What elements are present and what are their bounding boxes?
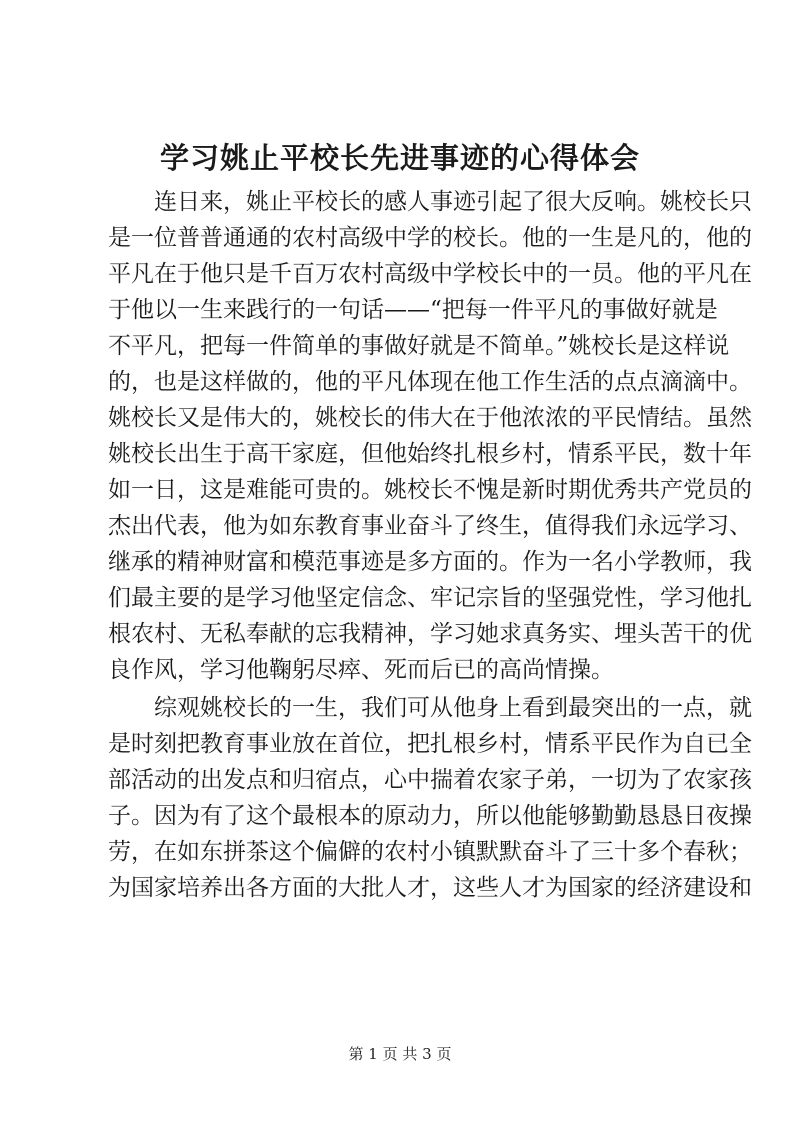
paragraph-2 [108, 690, 752, 906]
text-line: 连日来，姚止平校长的感人事迹引起了很大反响。姚校长只 [154, 189, 752, 215]
text-line: 综观姚校长的一生，我们可从他身上看到最突出的一点，就 [154, 695, 752, 721]
paragraph-1 [108, 184, 752, 688]
text-line: 于他以一生来践行的一句话——“把每一件平凡的事做好就是 [108, 297, 718, 323]
text-line: 劳，在如东拼茶这个偏僻的农村小镇默默奋斗了三十多个春秋； [108, 839, 752, 865]
text-line: 部活动的出发点和归宿点，心中揣着农家子弟，一切为了农家孩 [108, 767, 752, 793]
text-line: 子。因为有了这个最根本的原动力，所以他能够勤勤恳恳日夜操 [108, 803, 752, 829]
text-line: 为国家培养出各方面的大批人才，这些人才为国家的经济建设和 [108, 875, 752, 901]
text-line: 如一日，这是难能可贵的。姚校长不愧是新时期优秀共产党员的 [108, 477, 752, 503]
text-line: 姚校长又是伟大的，姚校长的伟大在于他浓浓的平民情结。虽然 [108, 405, 752, 431]
text-line: 继承的精神财富和模范事迹是多方面的。作为一名小学教师，我 [108, 549, 752, 575]
text-line: 姚校长出生于高干家庭，但他始终扎根乡村，情系平民，数十年 [108, 441, 752, 467]
text-line: 是时刻把教育事业放在首位，把扎根乡村，情系平民作为自已全 [108, 731, 752, 757]
text-line: 平凡在于他只是千百万农村高级中学校长中的一员。他的平凡在 [108, 261, 752, 287]
text-line: 不平凡，把每一件简单的事做好就是不简单。”姚校长是这样说 [108, 333, 730, 359]
text-line: 的，也是这样做的，他的平凡体现在他工作生活的点点滴滴中。 [108, 369, 752, 395]
document-body [108, 184, 752, 906]
text-line: 良作风，学习他鞠躬尽瘁、死而后已的高尚情操。 [108, 657, 614, 683]
text-line: 杰出代表，他为如东教育事业奋斗了终生，值得我们永远学习、 [108, 513, 752, 539]
text-line: 根农村、无私奉献的忘我精神，学习她求真务实、埋头苦干的优 [108, 621, 752, 647]
text-line: 是一位普普通通的农村高级中学的校长。他的一生是凡的，他的 [108, 225, 752, 251]
text-line: 们最主要的是学习他坚定信念、牢记宗旨的坚强党性，学习他扎 [108, 585, 752, 611]
document-title: 学习姚止平校长先进事迹的心得体会 [159, 141, 640, 175]
page-footer: 第 1 页 共 3 页 [348, 1045, 452, 1063]
